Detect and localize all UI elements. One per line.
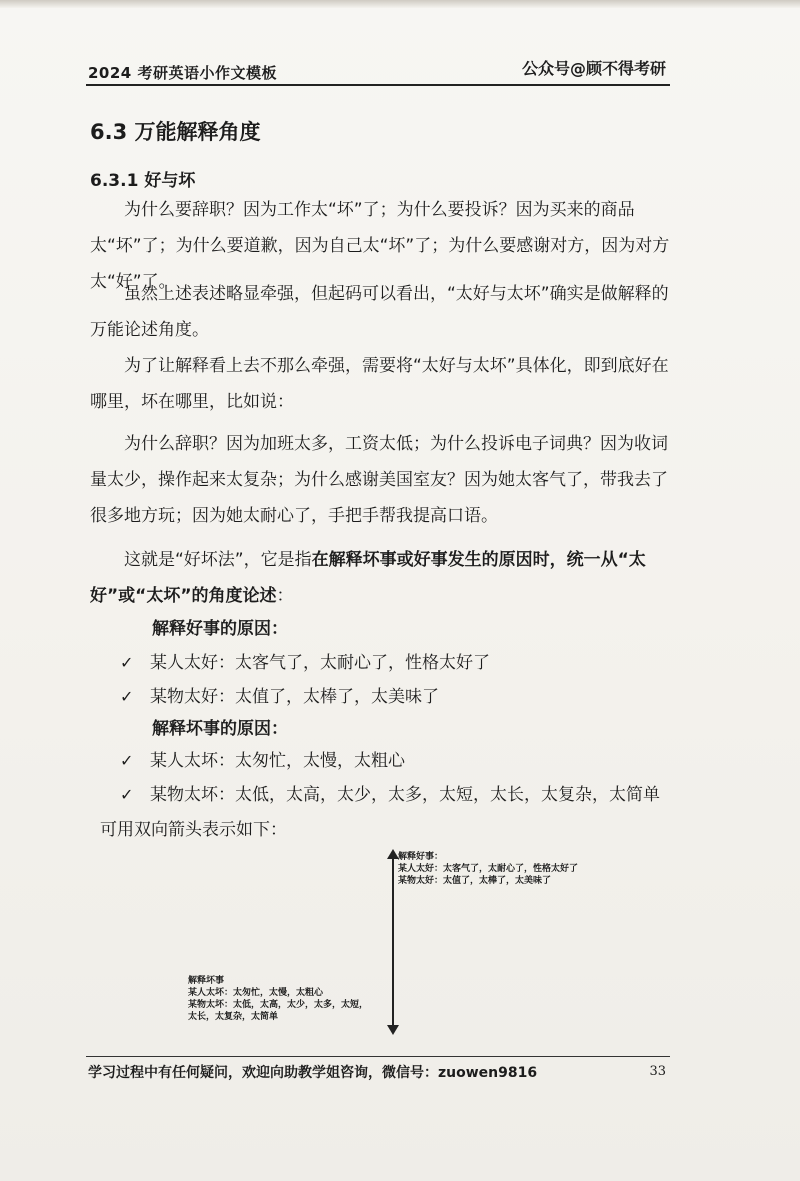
- diagram-bad-line-1: 某人太坏：太匆忙，太慢，太粗心: [188, 988, 324, 998]
- good-reasons-heading: 解释好事的原因：: [152, 619, 288, 639]
- paragraph-5-lead: 这就是“好坏法”，它是指: [124, 550, 312, 570]
- paragraph-3: [90, 348, 670, 420]
- check-icon: ✓: [120, 653, 134, 672]
- section-title: 6.3 万能解释角度: [90, 120, 261, 144]
- bad-reasons-heading: 解释坏事的原因：: [152, 719, 288, 739]
- paragraph-3-text: 为了让解释看上去不那么牵强，需要将“太好与太坏”具体化，即到底好在哪里，坏在哪里，比如说：: [90, 356, 669, 412]
- bad-item-thing: [120, 780, 660, 805]
- check-icon: ✓: [120, 751, 134, 770]
- footer-rule: [86, 1056, 670, 1057]
- arrow-down-icon: [387, 1025, 399, 1035]
- check-icon: ✓: [120, 687, 134, 706]
- arrow-intro: 可用双向箭头表示如下：: [100, 820, 287, 840]
- diagram-good-label: [398, 851, 578, 887]
- diagram-bad-line-2: 某物太坏：太低，太高，太少，太多，太短，: [188, 1000, 369, 1010]
- good-item-thing: [120, 682, 439, 707]
- paragraph-1-text: 为什么要辞职？因为工作太“坏”了；为什么要投诉？因为买来的商品太“坏”了；为什么要道歉，因为自己太“坏”了；为什么要感谢对方，因为对方太“好”了。: [90, 200, 670, 292]
- subsection-title: 6.3.1 好与坏: [90, 171, 196, 191]
- paragraph-5: [90, 542, 670, 614]
- double-arrow-diagram: [170, 845, 620, 1045]
- good-item-person-text: 某人太好：太客气了，太耐心了，性格太好了: [150, 653, 490, 673]
- diagram-bad-line-3: 太长，太复杂，太简单: [188, 1012, 279, 1022]
- arrow-shaft: [392, 857, 394, 1027]
- paragraph-2-text: 虽然上述表述略显牵强，但起码可以看出，“太好与太坏”确实是做解释的万能论述角度。: [90, 284, 669, 340]
- bad-item-person: [120, 746, 405, 771]
- good-item-person: [120, 648, 490, 673]
- page-header: [86, 58, 670, 86]
- paragraph-5-emphasis: 在解释坏事或好事发生的原因时，统一从“太好”或“太坏”的角度论述: [90, 550, 646, 606]
- diagram-bad-title: 解释坏事: [188, 976, 225, 986]
- header-rule: [86, 84, 670, 86]
- good-item-thing-text: 某物太好：太值了，太棒了，太美味了: [150, 687, 439, 707]
- paragraph-4-text: 为什么辞职？因为加班太多，工资太低；为什么投诉电子词典？因为收词量太少，操作起来太复杂；为什么感谢美国室友？因为她太客气了，带我去了很多地方玩；因为她太耐心了，手把手帮我提高口语。: [90, 434, 668, 526]
- footer-contact-text: 学习过程中有任何疑问，欢迎向助教学姐咨询，微信号：zuowen9816: [88, 1065, 538, 1081]
- bad-item-thing-text: 某物太坏：太低，太高，太少，太多，太短，太长，太复杂，太简单: [150, 785, 660, 805]
- header-account: 公众号@顾不得考研: [521, 59, 666, 78]
- diagram-bad-label: [188, 975, 388, 1023]
- paragraph-4: [90, 426, 670, 534]
- paragraph-5-end: ：: [276, 586, 294, 606]
- check-icon: ✓: [120, 785, 134, 804]
- diagram-good-line-1: 某人太好：太客气了，太耐心了，性格太好了: [398, 864, 579, 874]
- page-number: 33: [649, 1064, 666, 1079]
- page-top-edge: [0, 0, 800, 8]
- paragraph-2: [90, 276, 670, 348]
- header-book-title: 2024 考研英语小作文模板: [88, 64, 277, 82]
- diagram-good-line-2: 某物太好：太值了，太棒了，太美味了: [398, 876, 552, 886]
- bad-item-person-text: 某人太坏：太匆忙，太慢，太粗心: [150, 751, 405, 771]
- diagram-good-title: 解释好事：: [398, 852, 444, 862]
